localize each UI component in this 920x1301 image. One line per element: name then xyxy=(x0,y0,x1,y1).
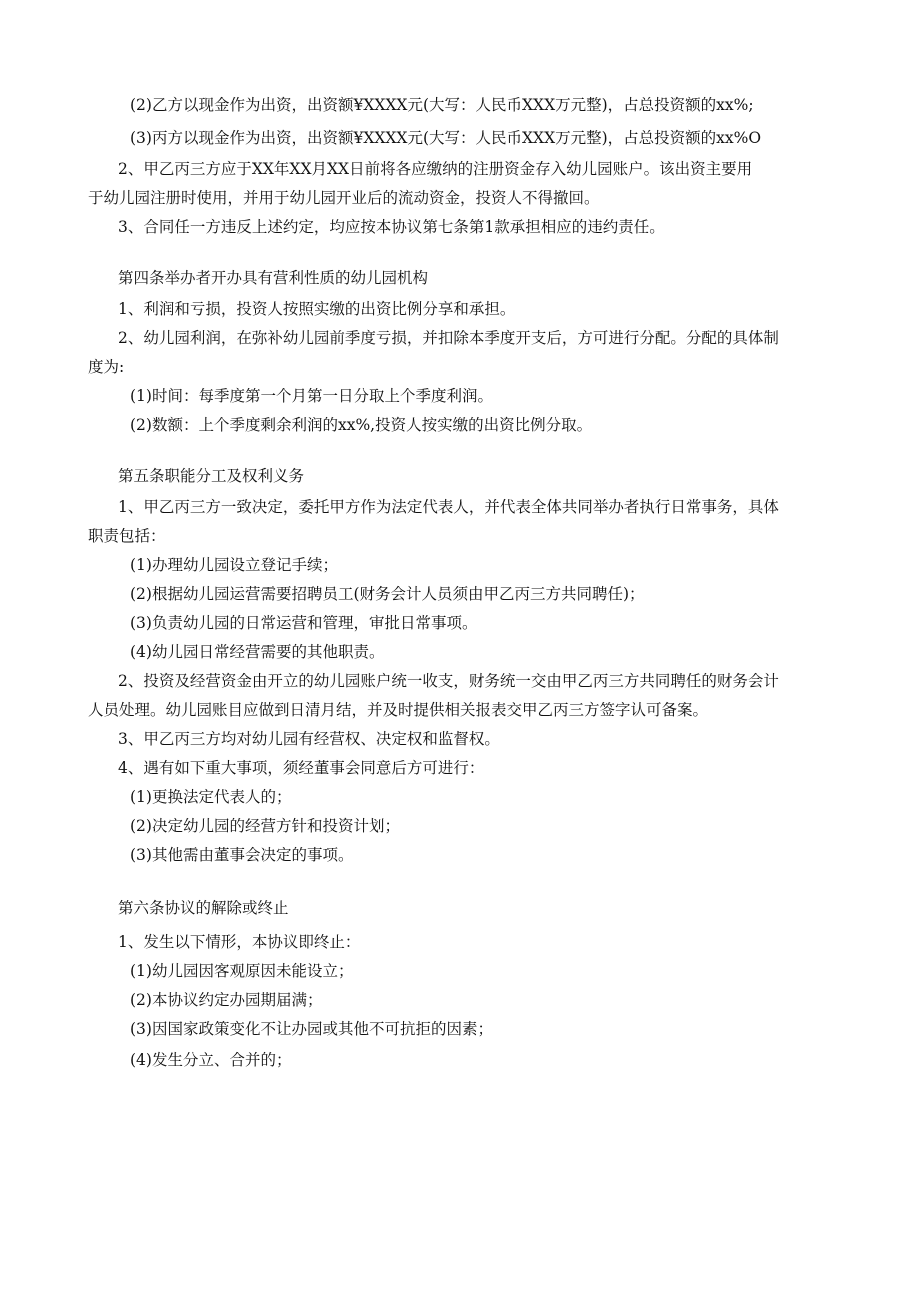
clause-4-2: 2、幼儿园利润，在弥补幼儿园前季度亏损，并扣除本季度开支后，方可进行分配。分配的具体制 xyxy=(118,329,779,347)
clause-5-2-cont: 人员处理。幼儿园账目应做到日清月结，并及时提供相关报表交甲乙丙三方签字认可备案。 xyxy=(88,701,709,719)
article-6-heading: 第六条协议的解除或终止 xyxy=(118,899,289,917)
clause-3-2: 2、甲乙丙三方应于XX年XX月XX日前将各应缴纳的注册资金存入幼儿园账户。该出资主要用 xyxy=(118,160,753,178)
clause-5-1-4: (4)幼儿园日常经营需要的其他职责。 xyxy=(130,643,385,661)
clause-5-1-2: (2)根据幼儿园运营需要招聘员工(财务会计人员须由甲乙丙三方共同聘任)； xyxy=(130,585,645,603)
clause-4-1: 1、利润和亏损，投资人按照实缴的出资比例分享和承担。 xyxy=(118,300,516,318)
article-5-heading: 第五条职能分工及权利义务 xyxy=(118,467,305,485)
clause-3-1-3: (3)丙方以现金作为出资，出资额¥XXXX元(大写：人民币XXX万元整)，占总投资额的xx%O xyxy=(130,129,762,147)
clause-4-2-1: (1)时间：每季度第一个月第一日分取上个季度利润。 xyxy=(130,387,493,405)
clause-4-2-2: (2)数额：上个季度剩余利润的xx%,投资人按实缴的出资比例分取。 xyxy=(130,416,593,434)
clause-6-1-4: (4)发生分立、合并的； xyxy=(130,1051,292,1069)
article-4-heading: 第四条举办者开办具有营利性质的幼儿园机构 xyxy=(118,269,429,287)
clause-3-2-cont: 于幼儿园注册时使用，并用于幼儿园开业后的流动资金，投资人不得撤回。 xyxy=(88,189,600,207)
clause-6-1-1: (1)幼儿园因客观原因未能设立； xyxy=(130,962,354,980)
clause-5-1-3: (3)负责幼儿园的日常运营和管理，审批日常事项。 xyxy=(130,614,478,632)
clause-6-1-2: (2)本协议约定办园期届满； xyxy=(130,991,323,1009)
clause-5-1: 1、甲乙丙三方一致决定，委托甲方作为法定代表人，并代表全体共同举办者执行日常事务，具体 xyxy=(118,498,779,516)
clause-6-1: 1、发生以下情形，本协议即终止： xyxy=(118,933,361,951)
clause-3-3: 3、合同任一方违反上述约定，均应按本协议第七条第1款承担相应的违约责任。 xyxy=(118,218,665,236)
clause-5-4-2: (2)决定幼儿园的经营方针和投资计划； xyxy=(130,817,400,835)
clause-5-1-cont: 职责包括： xyxy=(88,527,166,545)
clause-5-1-1: (1)办理幼儿园设立登记手续； xyxy=(130,556,338,574)
clause-5-3: 3、甲乙丙三方均对幼儿园有经营权、决定权和监督权。 xyxy=(118,730,500,748)
clause-5-4: 4、遇有如下重大事项，须经董事会同意后方可进行： xyxy=(118,759,485,777)
clause-4-2-cont: 度为: xyxy=(88,358,125,376)
clause-5-4-3: (3)其他需由董事会决定的事项。 xyxy=(130,846,354,864)
clause-5-2: 2、投资及经营资金由开立的幼儿园账户统一收支，财务统一交由甲乙丙三方共同聘任的财务会计 xyxy=(118,672,779,690)
clause-5-4-1: (1)更换法定代表人的； xyxy=(130,788,292,806)
clause-3-1-2: (2)乙方以现金作为出资，出资额¥XXXX元(大写：人民币XXX万元整)，占总投资额的xx%; xyxy=(130,96,754,114)
clause-6-1-3: (3)因国家政策变化不让办园或其他不可抗拒的因素； xyxy=(130,1020,493,1038)
